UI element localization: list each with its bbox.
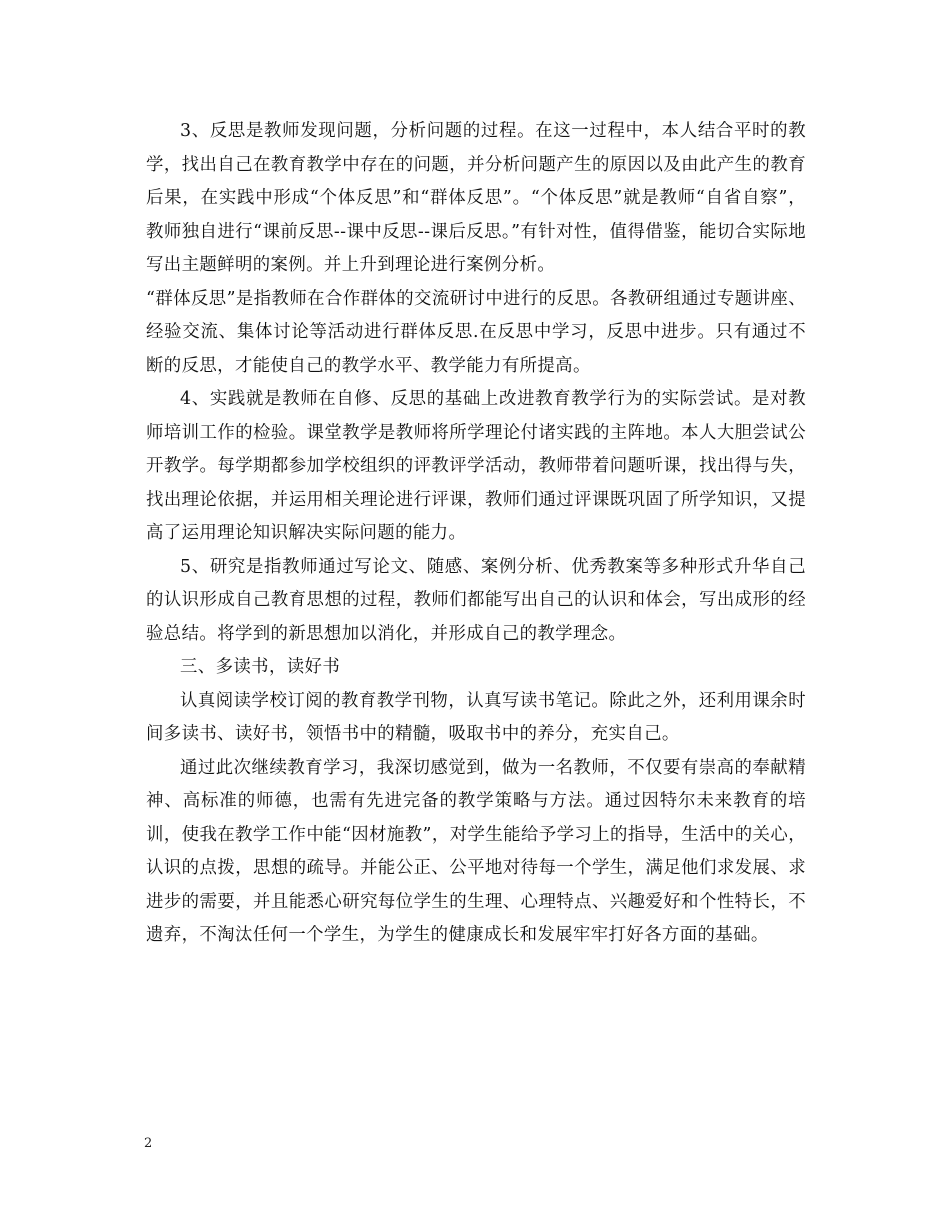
paragraph-reading: 认真阅读学校订阅的教育教学刊物，认真写读书笔记。除此之外，还利用课余时间多读书、读好书，领悟书中的精髓，吸取书中的养分，充实自己。 [146, 690, 806, 744]
paragraph-conclusion: 通过此次继续教育学习，我深切感觉到，做为一名教师，不仅要有崇高的奉献精神、高标准的师德，也需有先进完备的教学策略与方法。通过因特尔未来教育的培训，使我在教学工作中能“因材施教”，对学生能给予学习上的指导，生活中的关心，认识的点拨，思想的疏导。并能公正、公平地对待每一个学生，满足他们求发展、求进步的需要，并且能悉心研究每位学生的生理、心理特点、兴趣爱好和个性特长，不遗弃，不淘汰任何一个学生，为学生的健康成长和发展牢牢打好各方面的基础。 [146, 757, 806, 945]
section-heading-reading: 三、多读书，读好书 [180, 657, 341, 677]
paragraph-research: 5、研究是指教师通过写论文、随感、案例分析、优秀教案等多种形式升华自己的认识形成自己教育思想的过程，教师们都能写出自己的认识和体会，写出成形的经验总结。将学到的新思想加以消化，并形成自己的教学理念。 [146, 556, 806, 644]
paragraph-group-reflection: “群体反思”是指教师在合作群体的交流研讨中进行的反思。各教研组通过专题讲座、经验交流、集体讨论等活动进行群体反思.在反思中学习，反思中进步。只有通过不断的反思，才能使自己的教学水平、教学能力有所提高。 [146, 288, 806, 376]
paragraph-practice: 4、实践就是教师在自修、反思的基础上改进教育教学行为的实际尝试。是对教师培训工作的检验。课堂教学是教师将所学理论付诸实践的主阵地。本人大胆尝试公开教学。每学期都参加学校组织的评教评学活动，教师带着问题听课，找出得与失，找出理论依据，并运用相关理论进行评课，教师们通过评课既巩固了所学知识，又提高了运用理论知识解决实际问题的能力。 [146, 389, 806, 543]
page-number: 2 [144, 1136, 153, 1151]
paragraph-reflection: 3、反思是教师发现问题，分析问题的过程。在这一过程中，本人结合平时的教学，找出自己在教育教学中存在的问题，并分析问题产生的原因以及由此产生的教育后果，在实践中形成“个体反思”和“群体反思”。“个体反思”就是教师“自省自察”，教师独自进行“课前反思--课中反思--课后反思。”有针对性，值得借鉴，能切合实际地写出主题鲜明的案例。并上升到理论进行案例分析。 [146, 121, 806, 275]
document-body [146, 115, 806, 953]
